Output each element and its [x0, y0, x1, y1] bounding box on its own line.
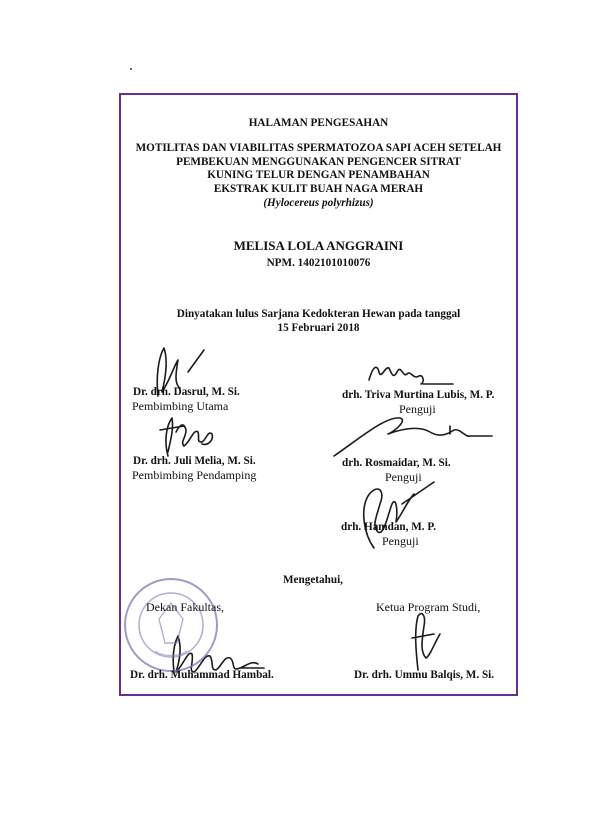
examiner-3-name: drh. Hamdan, M. P. [341, 521, 437, 533]
examiner-1-role: Penguji [399, 402, 436, 416]
title-line-1: MOTILITAS DAN VIABILITAS SPERMATOZOA SAPI ACEH SETELAH [135, 142, 502, 154]
examiner-1-name: drh. Triva Murtina Lubis, M. P. [342, 389, 495, 401]
signature-program-head [400, 604, 448, 674]
author-name: MELISA LOLA ANGGRAINI [233, 238, 404, 253]
title-line-2: PEMBEKUAN MENGGUNAKAN PENGENCER SITRAT [176, 156, 461, 168]
latin-name: (Hylocereus polyrhizus) [263, 197, 374, 209]
dean-name: Dr. drh. Muhammad Hambal. [130, 669, 274, 681]
examiner-2-role: Penguji [385, 470, 422, 484]
program-head-name: Dr. drh. Ummu Balqis, M. Si. [354, 669, 495, 681]
advisor-assistant-role: Pembimbing Pendamping [132, 468, 257, 482]
advisor-assistant-name: Dr. drh. Juli Melia, M. Si. [133, 455, 256, 467]
author-npm: NPM. 1402101010076 [266, 257, 371, 269]
graduation-statement: Dinyatakan lulus Sarjana Kedokteran Hewan pada tanggal [176, 308, 461, 320]
graduation-date: 15 Februari 2018 [277, 322, 360, 334]
signature-examiner-1 [363, 358, 455, 390]
page-heading: HALAMAN PENGESAHAN [248, 117, 389, 129]
examiner-3-role: Penguji [382, 534, 419, 548]
examiner-2-name: drh. Rosmaidar, M. Si. [342, 457, 451, 469]
faculty-seal-stamp [119, 573, 223, 677]
title-line-4: EKSTRAK KULIT BUAH NAGA MERAH [213, 183, 424, 195]
approval-heading: Mengetahui, [283, 574, 343, 586]
title-line-3: KUNING TELUR DENGAN PENAMBAHAN [207, 169, 430, 181]
advisor-main-role: Pembimbing Utama [132, 399, 229, 413]
dean-role: Dekan Fakultas, [146, 600, 224, 614]
speck-mark [130, 68, 132, 70]
program-head-role: Ketua Program Studi, [376, 600, 481, 614]
advisor-main-name: Dr. drh. Dasrul, M. Si. [133, 386, 240, 398]
